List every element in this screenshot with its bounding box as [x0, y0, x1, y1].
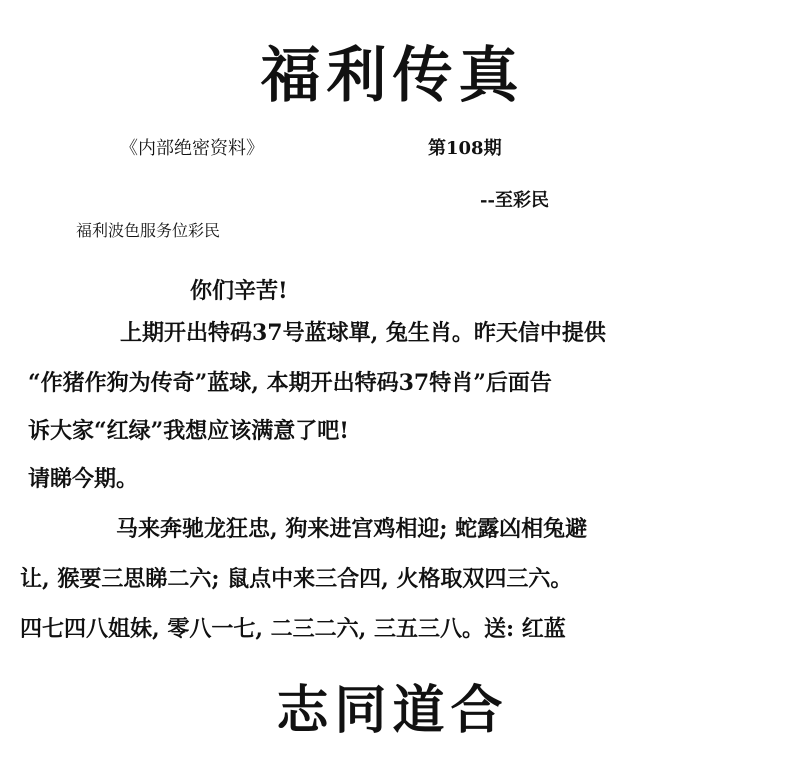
body-paragraph-line: 诉大家“红绿”我想应该满意了吧!: [28, 418, 349, 444]
thanks-line: 你们辛苦!: [190, 278, 288, 304]
poem-line: 马来奔驰龙狂忠, 狗来进宫鸡相迎; 蛇露凶相兔避: [116, 516, 588, 542]
body-paragraph-line: 上期开出特码37号蓝球單, 兔生肖。昨天信中提供: [120, 320, 606, 346]
author-line: --至彩民: [480, 190, 549, 211]
body-paragraph-line: 请睇今期。: [28, 466, 139, 492]
body-paragraph-line: “作猪作狗为传奇”蓝球, 本期开出特码37特肖”后面告: [28, 370, 552, 396]
poem-line: 让, 猴要三思睇二六; 鼠点中来三合四, 火格取双四三六。: [20, 566, 573, 592]
confidential-label: 《内部绝密资料》: [120, 138, 264, 159]
footer-motto: 志同道合: [276, 680, 509, 741]
greeting-line: 福利波色服务位彩民: [76, 221, 221, 240]
poem-line: 四七四八姐妹, 零八一七, 二三二六, 三五三八。送: 红蓝: [20, 616, 566, 642]
page-title: 福利传真: [260, 41, 525, 111]
issue-number: 第108期: [428, 138, 502, 159]
